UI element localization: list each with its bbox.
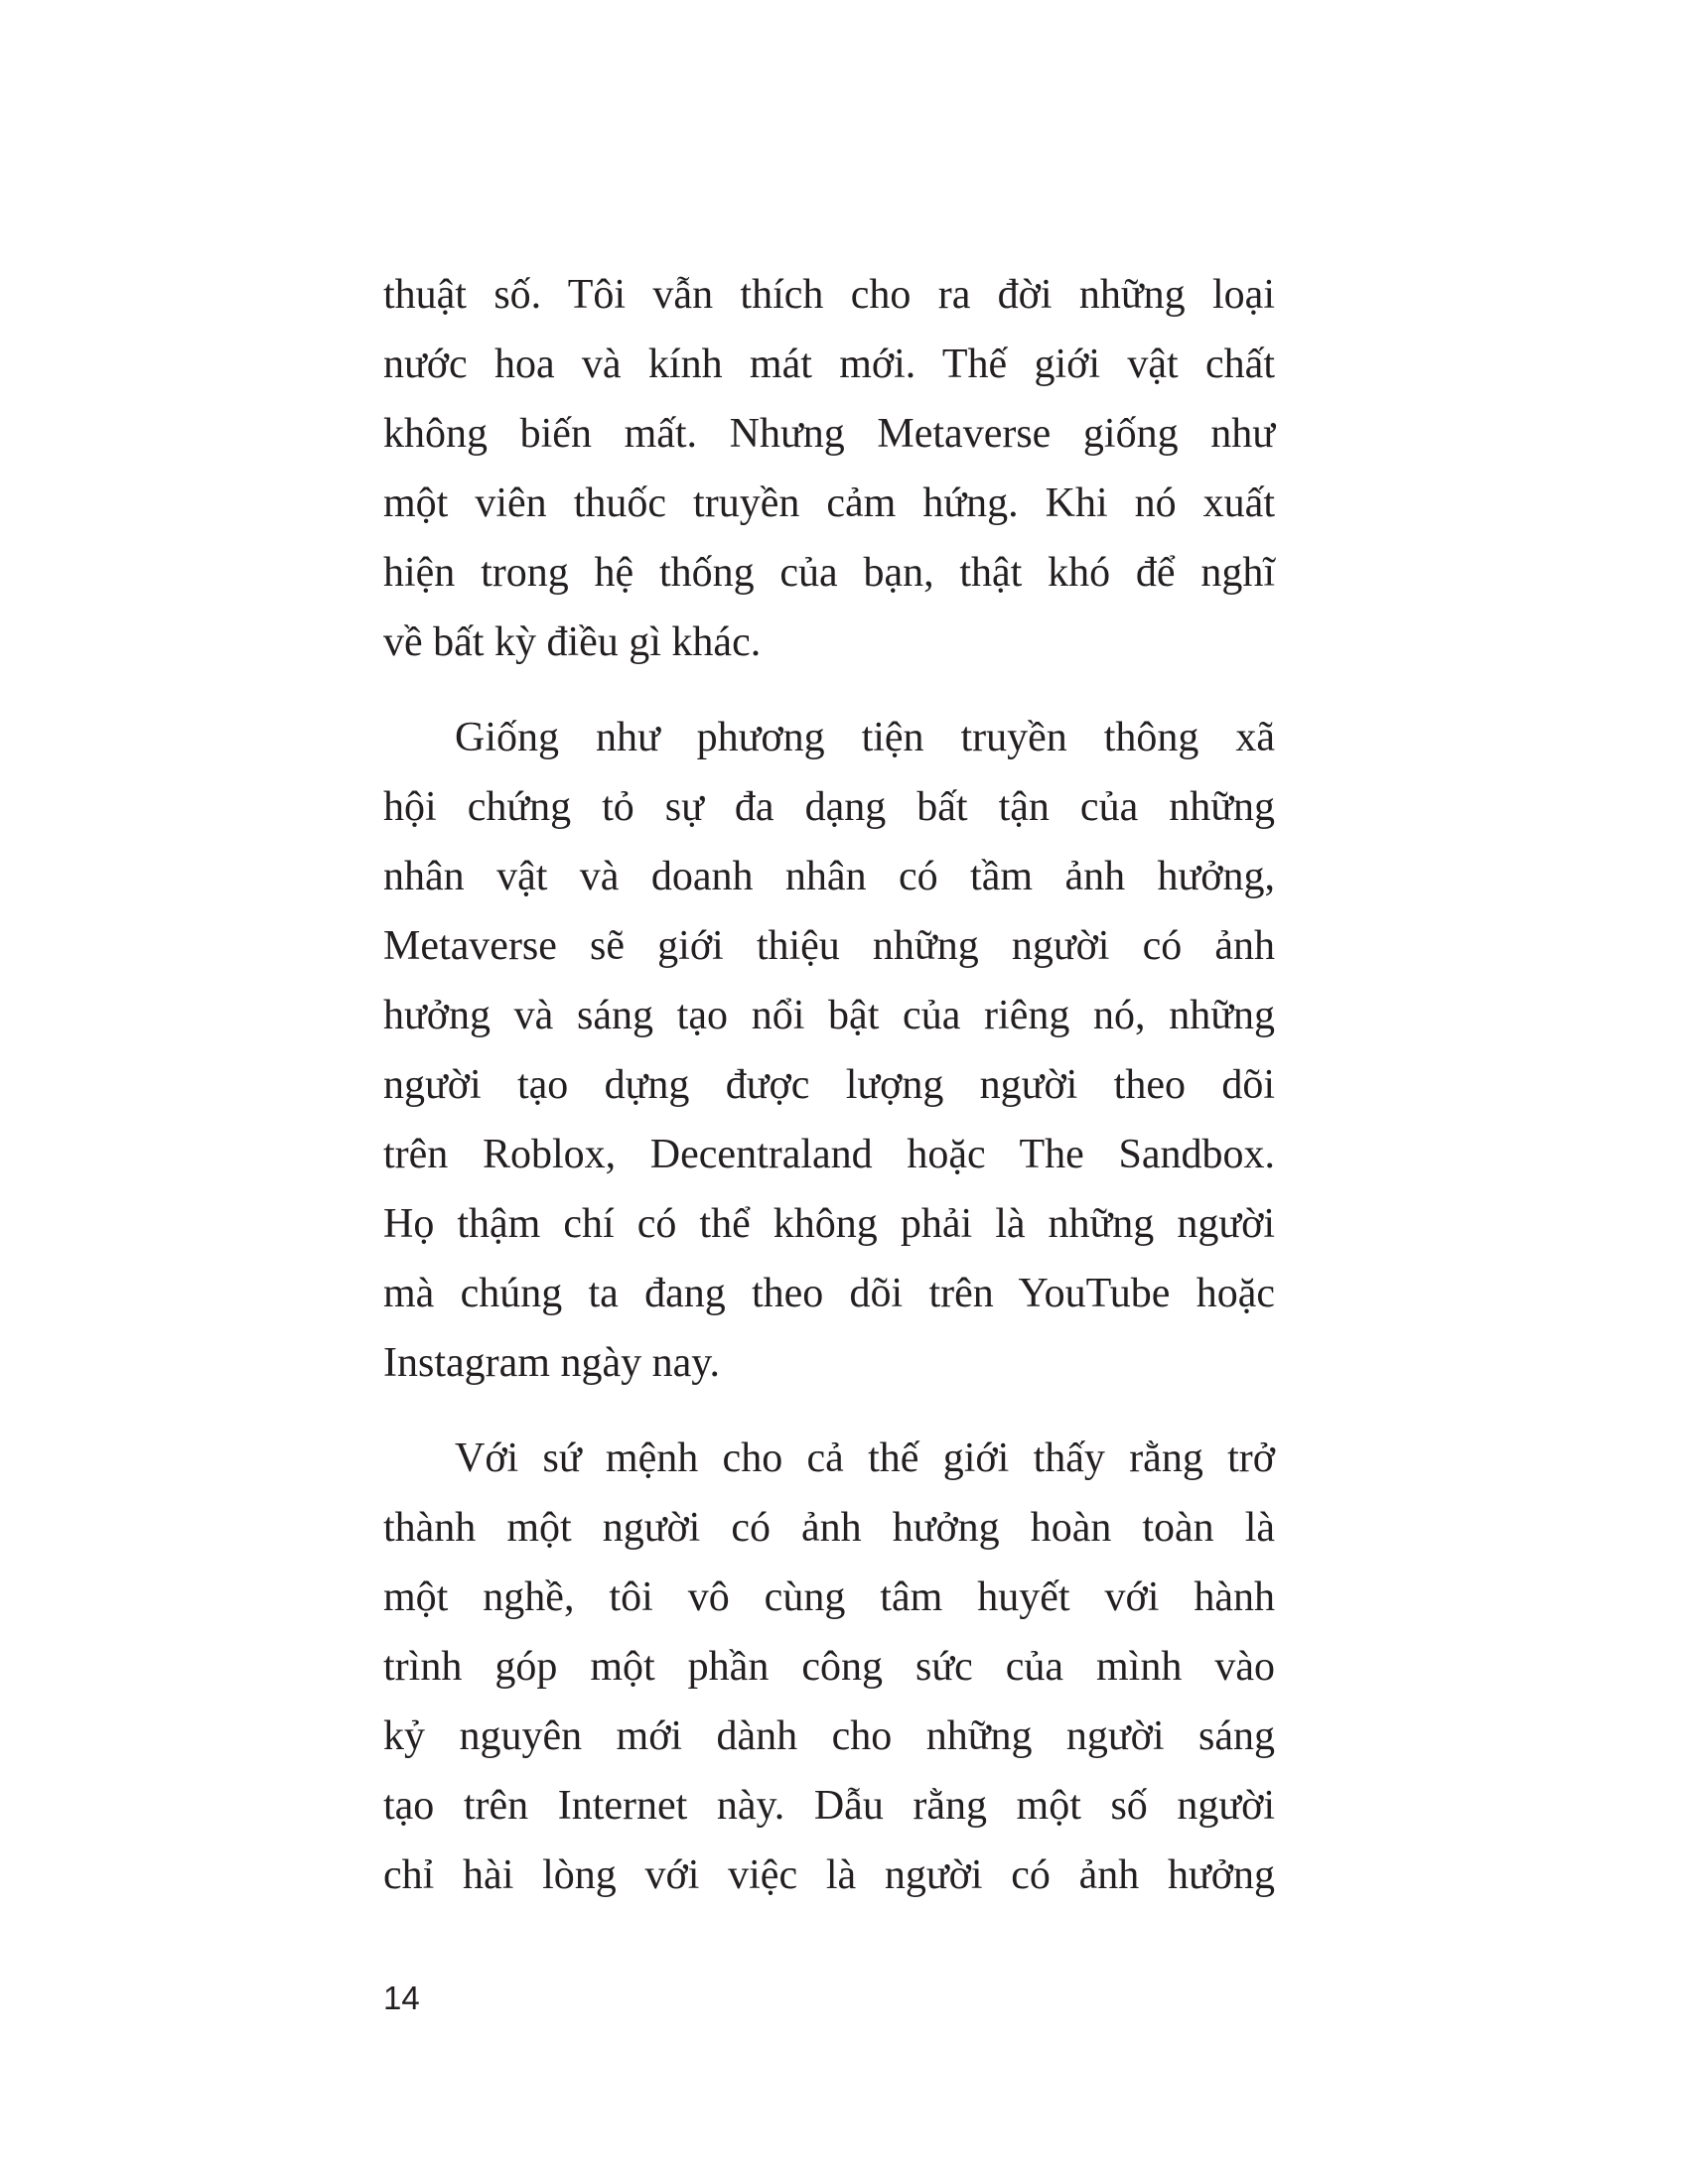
text-line: Metaverse sẽ giới thiệu những người có ảnh bbox=[383, 923, 1275, 969]
text-line: Với sứ mệnh cho cả thế giới thấy rằng trở bbox=[455, 1435, 1275, 1481]
paragraph-1 bbox=[383, 260, 1275, 677]
text-line: Họ thậm chí có thể không phải là những người bbox=[383, 1201, 1275, 1247]
body-text bbox=[383, 260, 1275, 1936]
text-line: chỉ hài lòng với việc là người có ảnh hưởng bbox=[383, 1852, 1275, 1898]
text-line: không biến mất. Nhưng Metaverse giống như bbox=[383, 411, 1275, 457]
text-line: hưởng và sáng tạo nổi bật của riêng nó, những bbox=[383, 993, 1275, 1038]
text-line: nhân vật và doanh nhân có tầm ảnh hưởng, bbox=[383, 854, 1275, 899]
text-line: thuật số. Tôi vẫn thích cho ra đời những loại bbox=[383, 272, 1275, 318]
text-line: trình góp một phần công sức của mình vào bbox=[383, 1644, 1275, 1690]
text-line: kỷ nguyên mới dành cho những người sáng bbox=[383, 1713, 1275, 1759]
text-line: người tạo dựng được lượng người theo dõi bbox=[383, 1062, 1275, 1108]
text-line: mà chúng ta đang theo dõi trên YouTube hoặc bbox=[383, 1271, 1275, 1316]
page-number: 14 bbox=[383, 1979, 420, 2016]
text-line: về bất kỳ điều gì khác. bbox=[383, 619, 762, 665]
text-line: thành một người có ảnh hưởng hoàn toàn là bbox=[383, 1505, 1275, 1551]
text-line: tạo trên Internet này. Dẫu rằng một số người bbox=[383, 1783, 1275, 1829]
paragraph-3 bbox=[383, 1424, 1275, 1910]
text-line: Giống như phương tiện truyền thông xã bbox=[455, 715, 1275, 760]
text-line: hội chứng tỏ sự đa dạng bất tận của những bbox=[383, 784, 1275, 830]
text-line: trên Roblox, Decentraland hoặc The Sandbox. bbox=[383, 1132, 1275, 1177]
text-line: hiện trong hệ thống của bạn, thật khó để nghĩ bbox=[383, 550, 1275, 596]
text-line: một viên thuốc truyền cảm hứng. Khi nó xuất bbox=[383, 480, 1275, 526]
text-line: một nghề, tôi vô cùng tâm huyết với hành bbox=[383, 1574, 1275, 1620]
text-line: Instagram ngày nay. bbox=[383, 1340, 720, 1386]
paragraph-2 bbox=[383, 703, 1275, 1398]
text-line: nước hoa và kính mát mới. Thế giới vật chất bbox=[383, 341, 1275, 387]
